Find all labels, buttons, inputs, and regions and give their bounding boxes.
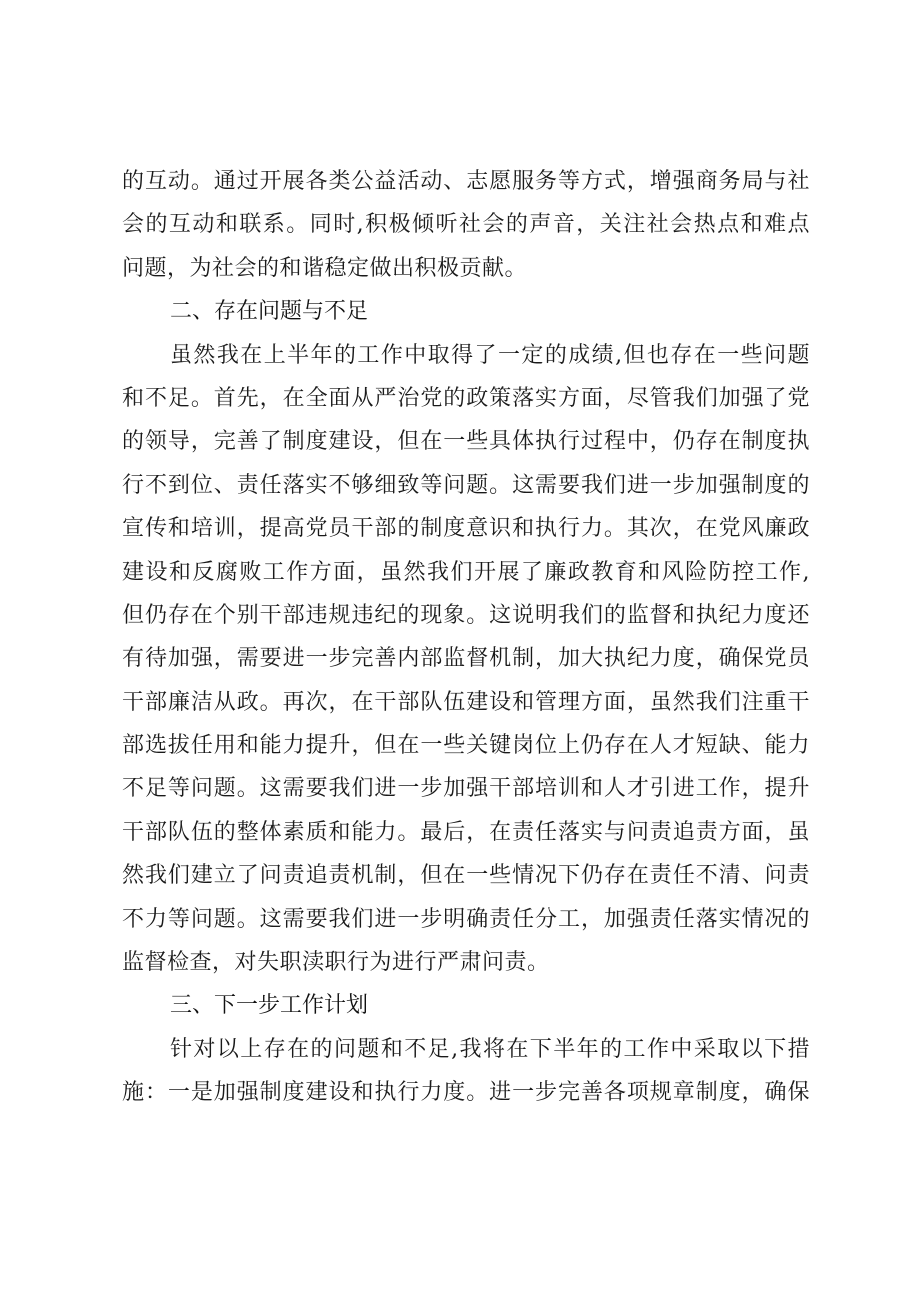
paragraph-line: 和不足。首先，在全面从严治党的政策落实方面，尽管我们加强了党 — [122, 385, 810, 411]
paragraph-line: 施：一是加强制度建设和执行力度。进一步完善各项规章制度，确保 — [122, 1080, 810, 1106]
document-body — [122, 160, 810, 1115]
paragraph-line: 问题，为社会的和谐稳定做出积极贡献。 — [122, 255, 528, 281]
paragraph-line: 的领导，完善了制度建设，但在一些具体执行过程中，仍存在制度执 — [122, 429, 810, 455]
paragraph-line: 宣传和培训，提高党员干部的制度意识和执行力。其次，在党风廉政 — [122, 516, 810, 542]
paragraph-line: 监督检查，对失职渎职行为进行严肃问责。 — [122, 950, 550, 976]
paragraph-line: 有待加强，需要进一步完善内部监督机制，加大执纪力度，确保党员 — [122, 646, 810, 672]
paragraph-line: 干部队伍的整体素质和能力。最后，在责任落实与问责追责方面，虽 — [122, 819, 810, 845]
paragraph-line: 然我们建立了问责追责机制，但在一些情况下仍存在责任不清、问责 — [122, 863, 810, 889]
paragraph-line: 行不到位、责任落实不够细致等问题。这需要我们进一步加强制度的 — [122, 472, 810, 498]
paragraph-line: 干部廉洁从政。再次，在干部队伍建设和管理方面，虽然我们注重干 — [122, 689, 810, 715]
paragraph-line: 不足等问题。这需要我们进一步加强干部培训和人才引进工作，提升 — [122, 776, 810, 802]
paragraph-line: 部选拔任用和能力提升，但在一些关键岗位上仍存在人才短缺、能力 — [122, 733, 810, 759]
paragraph-line: 的互动。通过开展各类公益活动、志愿服务等方式，增强商务局与社 — [122, 169, 810, 194]
section-heading-next-steps: 三、下一步工作计划 — [170, 993, 369, 1019]
paragraph-line: 不力等问题。这需要我们进一步明确责任分工，加强责任落实情况的 — [122, 906, 810, 932]
paragraph-line: 建设和反腐败工作方面，虽然我们开展了廉政教育和风险防控工作, — [122, 559, 810, 585]
paragraph-line: 针对以上存在的问题和不足,我将在下半年的工作中采取以下措 — [170, 1036, 810, 1062]
paragraph-line: 虽然我在上半年的工作中取得了一定的成绩,但也存在一些问题 — [170, 342, 810, 368]
paragraph-line: 但仍存在个别干部违规违纪的现象。这说明我们的监督和执纪力度还 — [122, 602, 810, 628]
section-heading-problems: 二、存在问题与不足 — [170, 299, 369, 325]
paragraph-line: 会的互动和联系。同时,积极倾听社会的声音，关注社会热点和难点 — [122, 212, 810, 238]
